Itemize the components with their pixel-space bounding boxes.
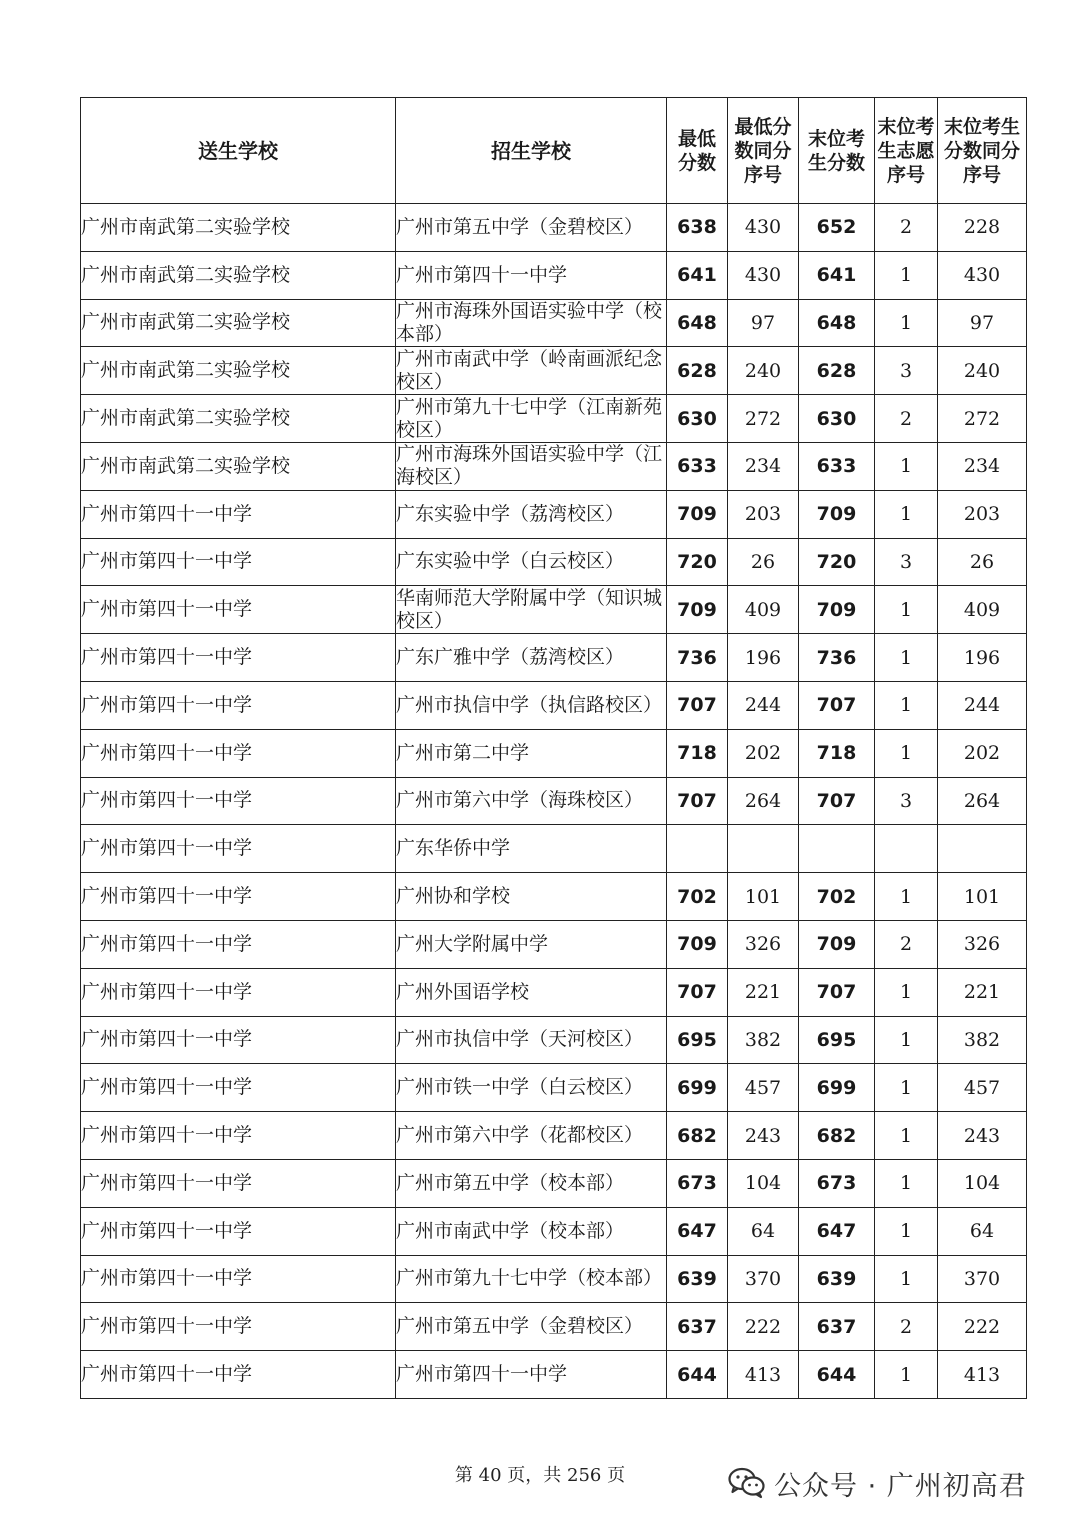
cell-last-student-tie-rank: 240 xyxy=(938,347,1027,395)
cell-sending-school: 广州市第四十一中学 xyxy=(81,1207,396,1255)
watermark xyxy=(728,1463,1027,1503)
cell-last-student-choice-rank: 1 xyxy=(875,1064,938,1112)
cell-min-score-tie-rank: 64 xyxy=(728,1207,799,1255)
table-row xyxy=(81,681,1027,729)
cell-admitting-school: 广州市第九十七中学（校本部） xyxy=(396,1255,667,1303)
cell-last-student-choice-rank: 1 xyxy=(875,251,938,299)
table-row xyxy=(81,1207,1027,1255)
cell-last-student-score xyxy=(799,825,875,873)
cell-admitting-school: 广州市第九十七中学（江南新苑校区） xyxy=(396,395,667,443)
cell-min-score: 637 xyxy=(667,1303,728,1351)
cell-sending-school: 广州市第四十一中学 xyxy=(81,729,396,777)
cell-min-score-tie-rank: 272 xyxy=(728,395,799,443)
cell-admitting-school: 广州市第二中学 xyxy=(396,729,667,777)
cell-last-student-choice-rank xyxy=(875,825,938,873)
cell-last-student-score: 707 xyxy=(799,681,875,729)
table-row xyxy=(81,634,1027,682)
cell-min-score: 707 xyxy=(667,777,728,825)
cell-admitting-school: 广州市海珠外国语实验中学（江海校区） xyxy=(396,442,667,490)
cell-min-score: 682 xyxy=(667,1112,728,1160)
table-row xyxy=(81,204,1027,252)
cell-sending-school: 广州市第四十一中学 xyxy=(81,1064,396,1112)
cell-admitting-school: 广州市铁一中学（白云校区） xyxy=(396,1064,667,1112)
cell-min-score: 709 xyxy=(667,920,728,968)
cell-min-score: 647 xyxy=(667,1207,728,1255)
cell-last-student-tie-rank: 409 xyxy=(938,586,1027,634)
cell-last-student-choice-rank: 1 xyxy=(875,681,938,729)
table-row xyxy=(81,1064,1027,1112)
cell-last-student-tie-rank: 202 xyxy=(938,729,1027,777)
cell-min-score: 673 xyxy=(667,1159,728,1207)
cell-min-score-tie-rank xyxy=(728,825,799,873)
cell-last-student-score: 673 xyxy=(799,1159,875,1207)
cell-last-student-choice-rank: 1 xyxy=(875,1016,938,1064)
cell-last-student-score: 709 xyxy=(799,920,875,968)
cell-sending-school: 广州市第四十一中学 xyxy=(81,920,396,968)
cell-last-student-score: 709 xyxy=(799,586,875,634)
table-row xyxy=(81,251,1027,299)
cell-min-score-tie-rank: 243 xyxy=(728,1112,799,1160)
cell-last-student-tie-rank: 244 xyxy=(938,681,1027,729)
cell-min-score-tie-rank: 196 xyxy=(728,634,799,682)
cell-last-student-tie-rank xyxy=(938,825,1027,873)
page-number: 第 40 页，共 256 页 xyxy=(454,1465,626,1486)
cell-last-student-tie-rank: 221 xyxy=(938,968,1027,1016)
cell-last-student-choice-rank: 2 xyxy=(875,395,938,443)
cell-min-score: 736 xyxy=(667,634,728,682)
cell-min-score-tie-rank: 430 xyxy=(728,251,799,299)
cell-last-student-score: 695 xyxy=(799,1016,875,1064)
table-row xyxy=(81,1016,1027,1064)
cell-last-student-score: 736 xyxy=(799,634,875,682)
cell-sending-school: 广州市第四十一中学 xyxy=(81,1112,396,1160)
cell-last-student-choice-rank: 1 xyxy=(875,1159,938,1207)
cell-last-student-score: 644 xyxy=(799,1351,875,1399)
cell-min-score: 638 xyxy=(667,204,728,252)
cell-sending-school: 广州市第四十一中学 xyxy=(81,490,396,538)
cell-last-student-choice-rank: 2 xyxy=(875,204,938,252)
cell-admitting-school: 广东华侨中学 xyxy=(396,825,667,873)
cell-min-score-tie-rank: 382 xyxy=(728,1016,799,1064)
cell-last-student-score: 641 xyxy=(799,251,875,299)
cell-last-student-choice-rank: 1 xyxy=(875,490,938,538)
cell-min-score-tie-rank: 26 xyxy=(728,538,799,586)
cell-min-score-tie-rank: 264 xyxy=(728,777,799,825)
cell-admitting-school: 广州市第五中学（校本部） xyxy=(396,1159,667,1207)
table-row xyxy=(81,1255,1027,1303)
cell-last-student-tie-rank: 430 xyxy=(938,251,1027,299)
cell-min-score: 702 xyxy=(667,873,728,921)
cell-admitting-school: 广州市第五中学（金碧校区） xyxy=(396,204,667,252)
cell-last-student-tie-rank: 101 xyxy=(938,873,1027,921)
cell-last-student-choice-rank: 1 xyxy=(875,586,938,634)
cell-last-student-tie-rank: 243 xyxy=(938,1112,1027,1160)
cell-last-student-choice-rank: 2 xyxy=(875,1303,938,1351)
table-row xyxy=(81,1159,1027,1207)
cell-last-student-score: 720 xyxy=(799,538,875,586)
cell-last-student-tie-rank: 196 xyxy=(938,634,1027,682)
cell-last-student-tie-rank: 64 xyxy=(938,1207,1027,1255)
cell-sending-school: 广州市南武第二实验学校 xyxy=(81,251,396,299)
cell-last-student-choice-rank: 1 xyxy=(875,729,938,777)
cell-min-score: 707 xyxy=(667,968,728,1016)
cell-sending-school: 广州市南武第二实验学校 xyxy=(81,347,396,395)
cell-min-score: 718 xyxy=(667,729,728,777)
cell-min-score: 699 xyxy=(667,1064,728,1112)
cell-sending-school: 广州市南武第二实验学校 xyxy=(81,395,396,443)
cell-last-student-tie-rank: 264 xyxy=(938,777,1027,825)
cell-last-student-choice-rank: 1 xyxy=(875,299,938,347)
cell-last-student-score: 639 xyxy=(799,1255,875,1303)
cell-min-score-tie-rank: 222 xyxy=(728,1303,799,1351)
cell-last-student-score: 699 xyxy=(799,1064,875,1112)
table-row xyxy=(81,968,1027,1016)
header-last-student-choice-rank: 末位考生志愿序号 xyxy=(875,98,938,204)
cell-admitting-school: 广州市第六中学（海珠校区） xyxy=(396,777,667,825)
cell-sending-school: 广州市第四十一中学 xyxy=(81,586,396,634)
cell-last-student-score: 718 xyxy=(799,729,875,777)
cell-admitting-school: 广州大学附属中学 xyxy=(396,920,667,968)
cell-last-student-choice-rank: 1 xyxy=(875,1207,938,1255)
table-row xyxy=(81,442,1027,490)
cell-admitting-school: 华南师范大学附属中学（知识城校区） xyxy=(396,586,667,634)
cell-last-student-score: 648 xyxy=(799,299,875,347)
cell-admitting-school: 广州市南武中学（岭南画派纪念校区） xyxy=(396,347,667,395)
cell-admitting-school: 广州外国语学校 xyxy=(396,968,667,1016)
cell-admitting-school: 广州市南武中学（校本部） xyxy=(396,1207,667,1255)
cell-admitting-school: 广州市第四十一中学 xyxy=(396,251,667,299)
cell-admitting-school: 广州市第五中学（金碧校区） xyxy=(396,1303,667,1351)
cell-sending-school: 广州市第四十一中学 xyxy=(81,873,396,921)
cell-min-score-tie-rank: 457 xyxy=(728,1064,799,1112)
cell-last-student-choice-rank: 1 xyxy=(875,1255,938,1303)
cell-min-score: 709 xyxy=(667,490,728,538)
cell-last-student-choice-rank: 1 xyxy=(875,1351,938,1399)
cell-last-student-choice-rank: 1 xyxy=(875,1112,938,1160)
table-row xyxy=(81,1303,1027,1351)
cell-min-score-tie-rank: 413 xyxy=(728,1351,799,1399)
cell-last-student-tie-rank: 222 xyxy=(938,1303,1027,1351)
cell-min-score-tie-rank: 101 xyxy=(728,873,799,921)
cell-sending-school: 广州市第四十一中学 xyxy=(81,1159,396,1207)
header-row xyxy=(81,98,1027,204)
cell-last-student-score: 707 xyxy=(799,777,875,825)
wechat-icon xyxy=(728,1467,766,1499)
cell-min-score-tie-rank: 221 xyxy=(728,968,799,1016)
watermark-text: 公众号 · 广州初高君 xyxy=(774,1470,1027,1502)
cell-last-student-score: 637 xyxy=(799,1303,875,1351)
cell-last-student-tie-rank: 272 xyxy=(938,395,1027,443)
cell-last-student-choice-rank: 3 xyxy=(875,538,938,586)
cell-last-student-choice-rank: 1 xyxy=(875,634,938,682)
cell-min-score-tie-rank: 234 xyxy=(728,442,799,490)
header-min-score: 最低分数 xyxy=(667,98,728,204)
cell-min-score: 695 xyxy=(667,1016,728,1064)
cell-admitting-school: 广州市执信中学（执信路校区） xyxy=(396,681,667,729)
cell-min-score-tie-rank: 203 xyxy=(728,490,799,538)
cell-last-student-choice-rank: 3 xyxy=(875,777,938,825)
table-row xyxy=(81,873,1027,921)
cell-admitting-school: 广州市第六中学（花都校区） xyxy=(396,1112,667,1160)
cell-admitting-school: 广东广雅中学（荔湾校区） xyxy=(396,634,667,682)
cell-sending-school: 广州市第四十一中学 xyxy=(81,825,396,873)
cell-min-score: 639 xyxy=(667,1255,728,1303)
cell-last-student-choice-rank: 2 xyxy=(875,920,938,968)
cell-min-score-tie-rank: 370 xyxy=(728,1255,799,1303)
cell-last-student-score: 709 xyxy=(799,490,875,538)
cell-sending-school: 广州市第四十一中学 xyxy=(81,1255,396,1303)
table-body xyxy=(81,204,1027,1399)
cell-sending-school: 广州市第四十一中学 xyxy=(81,777,396,825)
cell-sending-school: 广州市第四十一中学 xyxy=(81,538,396,586)
cell-last-student-tie-rank: 234 xyxy=(938,442,1027,490)
cell-last-student-tie-rank: 203 xyxy=(938,490,1027,538)
cell-min-score-tie-rank: 104 xyxy=(728,1159,799,1207)
cell-min-score: 628 xyxy=(667,347,728,395)
cell-min-score-tie-rank: 97 xyxy=(728,299,799,347)
cell-last-student-choice-rank: 1 xyxy=(875,873,938,921)
table-row xyxy=(81,347,1027,395)
table-row xyxy=(81,729,1027,777)
cell-min-score-tie-rank: 409 xyxy=(728,586,799,634)
cell-min-score: 633 xyxy=(667,442,728,490)
cell-min-score: 720 xyxy=(667,538,728,586)
table-row xyxy=(81,825,1027,873)
cell-last-student-tie-rank: 370 xyxy=(938,1255,1027,1303)
cell-last-student-score: 707 xyxy=(799,968,875,1016)
cell-min-score: 644 xyxy=(667,1351,728,1399)
cell-last-student-score: 628 xyxy=(799,347,875,395)
cell-last-student-score: 647 xyxy=(799,1207,875,1255)
cell-min-score xyxy=(667,825,728,873)
cell-min-score: 641 xyxy=(667,251,728,299)
cell-sending-school: 广州市第四十一中学 xyxy=(81,968,396,1016)
cell-last-student-score: 652 xyxy=(799,204,875,252)
cell-admitting-school: 广州市海珠外国语实验中学（校本部） xyxy=(396,299,667,347)
cell-last-student-tie-rank: 382 xyxy=(938,1016,1027,1064)
score-table xyxy=(80,97,1027,1399)
cell-last-student-choice-rank: 1 xyxy=(875,442,938,490)
cell-last-student-tie-rank: 97 xyxy=(938,299,1027,347)
cell-last-student-tie-rank: 104 xyxy=(938,1159,1027,1207)
cell-last-student-tie-rank: 457 xyxy=(938,1064,1027,1112)
cell-sending-school: 广州市第四十一中学 xyxy=(81,1351,396,1399)
table-row xyxy=(81,299,1027,347)
cell-sending-school: 广州市第四十一中学 xyxy=(81,1303,396,1351)
cell-admitting-school: 广东实验中学（荔湾校区） xyxy=(396,490,667,538)
cell-min-score-tie-rank: 202 xyxy=(728,729,799,777)
cell-last-student-tie-rank: 26 xyxy=(938,538,1027,586)
cell-min-score: 630 xyxy=(667,395,728,443)
table-row xyxy=(81,777,1027,825)
table-row xyxy=(81,490,1027,538)
cell-min-score-tie-rank: 240 xyxy=(728,347,799,395)
cell-last-student-tie-rank: 326 xyxy=(938,920,1027,968)
cell-admitting-school: 广州市执信中学（天河校区） xyxy=(396,1016,667,1064)
cell-admitting-school: 广东实验中学（白云校区） xyxy=(396,538,667,586)
cell-last-student-score: 630 xyxy=(799,395,875,443)
cell-sending-school: 广州市南武第二实验学校 xyxy=(81,204,396,252)
table-row xyxy=(81,586,1027,634)
table-row xyxy=(81,538,1027,586)
cell-sending-school: 广州市第四十一中学 xyxy=(81,1016,396,1064)
cell-admitting-school: 广州市第四十一中学 xyxy=(396,1351,667,1399)
header-admitting-school: 招生学校 xyxy=(396,98,667,204)
cell-min-score: 709 xyxy=(667,586,728,634)
cell-admitting-school: 广州协和学校 xyxy=(396,873,667,921)
cell-min-score: 707 xyxy=(667,681,728,729)
table-row xyxy=(81,920,1027,968)
header-last-student-tie-rank: 末位考生分数同分序号 xyxy=(938,98,1027,204)
table-row xyxy=(81,395,1027,443)
cell-min-score: 648 xyxy=(667,299,728,347)
cell-last-student-choice-rank: 1 xyxy=(875,968,938,1016)
cell-min-score-tie-rank: 430 xyxy=(728,204,799,252)
cell-sending-school: 广州市南武第二实验学校 xyxy=(81,299,396,347)
cell-last-student-tie-rank: 413 xyxy=(938,1351,1027,1399)
cell-sending-school: 广州市第四十一中学 xyxy=(81,634,396,682)
cell-last-student-score: 682 xyxy=(799,1112,875,1160)
cell-last-student-score: 702 xyxy=(799,873,875,921)
table-row xyxy=(81,1351,1027,1399)
cell-sending-school: 广州市第四十一中学 xyxy=(81,681,396,729)
header-last-student-score: 末位考生分数 xyxy=(799,98,875,204)
header-min-score-tie-rank: 最低分数同分序号 xyxy=(728,98,799,204)
cell-last-student-tie-rank: 228 xyxy=(938,204,1027,252)
table-row xyxy=(81,1112,1027,1160)
header-sending-school: 送生学校 xyxy=(81,98,396,204)
cell-last-student-choice-rank: 3 xyxy=(875,347,938,395)
cell-sending-school: 广州市南武第二实验学校 xyxy=(81,442,396,490)
cell-min-score-tie-rank: 326 xyxy=(728,920,799,968)
cell-last-student-score: 633 xyxy=(799,442,875,490)
cell-min-score-tie-rank: 244 xyxy=(728,681,799,729)
